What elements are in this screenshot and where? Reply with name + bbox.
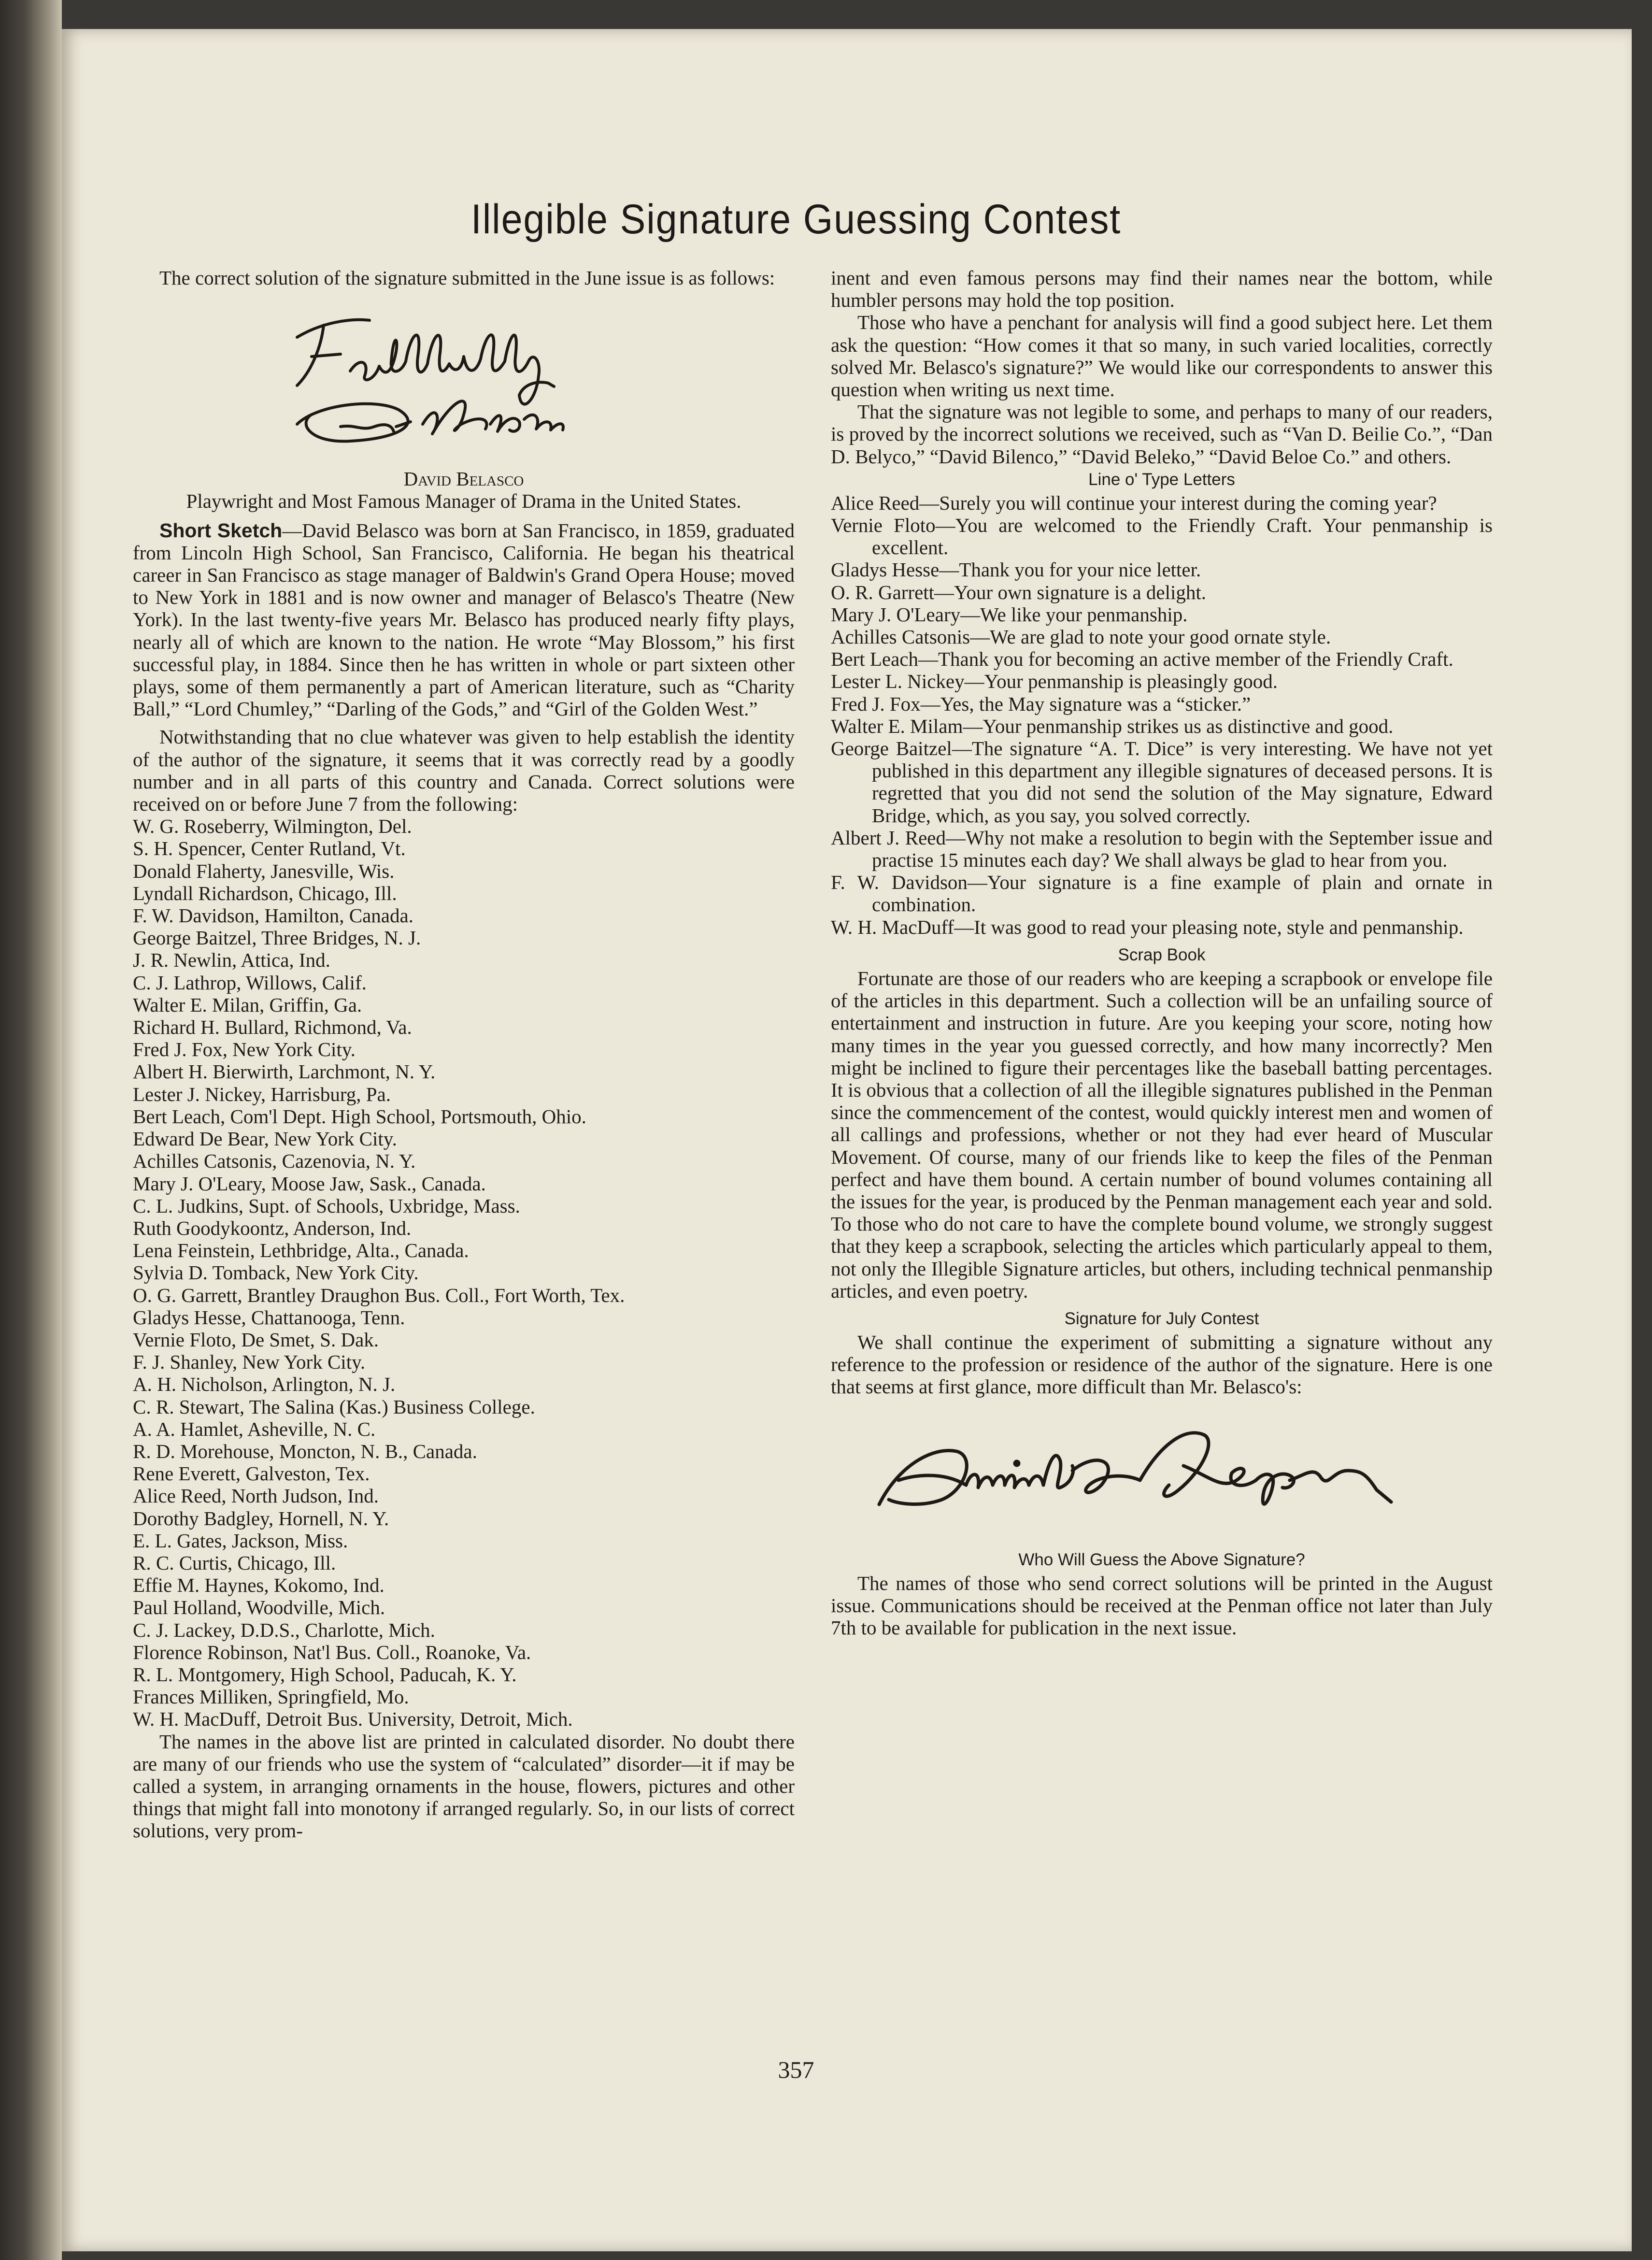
letter-reply-item: George Baitzel—The signature “A. T. Dice” is very interesting. We have not yet published in this department any illegible signatures of deceased persons. It is regretted that you did not send the solution of the May signature, Edward Bridge, which, as you say, you solved correctly. xyxy=(831,737,1493,827)
solver-list-item: R. L. Montgomery, High School, Paducah, K. Y. xyxy=(133,1663,517,1686)
solver-list-item: R. C. Curtis, Chicago, Ill. xyxy=(133,1551,336,1574)
solver-list-item: Lyndall Richardson, Chicago, Ill. xyxy=(133,882,397,904)
july-contest-signature-image xyxy=(869,1417,1430,1529)
letter-reply-item: Alice Reed—Surely you will continue your interest during the coming year? xyxy=(831,491,1437,514)
book-spine xyxy=(0,0,62,2260)
solver-list-item: Fred J. Fox, New York City. xyxy=(133,1038,356,1061)
solver-list-item: Alice Reed, North Judson, Ind. xyxy=(133,1485,379,1507)
short-sketch-text: —David Belasco was born at San Francisco, in 1859, graduated from Lincoln High School, San Francisco, California. He began his theatrical career in San Francisco as stage manager of Baldwin's Grand Opera House; moved to New York in 1881 and is now owner and manager of Belasco's Theatre (New York). In the last twenty-five years Mr. Belasco has produced nearly fifty plays, nearly all of which are known to the nation. He wrote “May Blossom,” his first successful play, in 1884. Since then he has written in whole or part sixteen other plays, some of them permanently a part of American literature, such as “Charity Ball,” “Lord Chumley,” “Darling of the Gods,” and “Girl of the Golden West.” xyxy=(133,519,795,720)
solver-list-item: A. H. Nicholson, Arlington, N. J. xyxy=(133,1373,396,1396)
guess-paragraph: The names of those who send correct solutions will be printed in the August issue. Communications should be received at the Penman office not later than July 7th to be available for publication in the next issue. xyxy=(831,1572,1493,1639)
letters-list xyxy=(831,492,1493,938)
signature-caption-name: David Belasco xyxy=(403,468,524,490)
letter-reply-item: Mary J. O'Leary—We like your penmanship. xyxy=(831,603,1188,626)
belasco-signature-image xyxy=(278,303,674,463)
solver-list-item: Lena Feinstein, Lethbridge, Alta., Canada. xyxy=(133,1239,469,1262)
solver-list-item: W. H. MacDuff, Detroit Bus. University, Detroit, Mich. xyxy=(133,1708,573,1731)
july-contest-paragraph: We shall continue the experiment of submitting a signature without any reference to the profession or residence of the author of the signature. Here is one that seems at first glance, more difficult than Mr. Belasco's: xyxy=(831,1330,1493,1398)
solver-list-item: Vernie Floto, De Smet, S. Dak. xyxy=(133,1328,379,1351)
letter-reply-item: W. H. MacDuff—It was good to read your pleasing note, style and penmanship. xyxy=(831,915,1464,938)
incorrect-solutions-paragraph: That the signature was not legible to some, and perhaps to many of our readers, is proved by the incorrect solutions we received, such as “Van D. Beilie Co.”, “Dan D. Belyco,” “David Bilenco,” “David Beleko,” “David Beloe Co.” and others. xyxy=(831,401,1493,468)
signature-caption-description: Playwright and Most Famous Manager of Drama in the United States. xyxy=(186,490,741,513)
letter-reply-item: O. R. Garrett—Your own signature is a delight. xyxy=(831,581,1207,603)
letter-reply-item: Walter E. Milam—Your penmanship strikes us as distinctive and good. xyxy=(831,715,1394,737)
letter-reply-item: F. W. Davidson—Your signature is a fine example of plain and ornate in combination. xyxy=(831,871,1493,916)
solver-list-item: A. A. Hamlet, Asheville, N. C. xyxy=(133,1417,376,1440)
solver-list-item: Effie M. Haynes, Kokomo, Ind. xyxy=(133,1574,385,1597)
solver-list-item: Florence Robinson, Nat'l Bus. Coll., Roanoke, Va. xyxy=(133,1641,531,1663)
solver-list-item: Donald Flaherty, Janesville, Wis. xyxy=(133,859,395,882)
solver-list-item: Lester J. Nickey, Harrisburg, Pa. xyxy=(133,1083,391,1105)
letter-reply-item: Fred J. Fox—Yes, the May signature was a “sticker.” xyxy=(831,692,1251,715)
page-title: Illegible Signature Guessing Contest xyxy=(470,196,1122,243)
letter-reply-item: Albert J. Reed—Why not make a resolution to begin with the September issue and practise 15 minutes each day? We shall always be glad to hear from you. xyxy=(831,826,1493,872)
solver-list-item: C. R. Stewart, The Salina (Kas.) Business College. xyxy=(133,1395,535,1418)
solver-list-item: F. J. Shanley, New York City. xyxy=(133,1351,366,1373)
scrap-book-heading: Scrap Book xyxy=(1118,945,1206,964)
solver-list-item: Mary J. O'Leary, Moose Jaw, Sask., Canada. xyxy=(133,1172,486,1195)
solver-list-item: Paul Holland, Woodville, Mich. xyxy=(133,1596,385,1619)
solver-list-item: Edward De Bear, New York City. xyxy=(133,1128,397,1150)
letter-reply-item: Vernie Floto—You are welcomed to the Friendly Craft. Your penmanship is excellent. xyxy=(831,514,1493,559)
continuation-paragraph: inent and even famous persons may find their names near the bottom, while humbler persons may hold the top position. xyxy=(831,267,1493,312)
correct-solvers-list xyxy=(133,815,795,1730)
calculated-disorder-paragraph: The names in the above list are printed in calculated disorder. No doubt there are many of our friends who use the system of “calculated” disorder—it if may be called a system, in arranging ornaments in the house, flowers, pictures and other things that might fall into monotony if arranged regularly. So, in our lists of correct solutions, very prom- xyxy=(133,1730,795,1842)
solver-list-item: Rene Everett, Galveston, Tex. xyxy=(133,1462,370,1485)
solver-list-item: Ruth Goodykoontz, Anderson, Ind. xyxy=(133,1216,412,1239)
solver-list-item: Frances Milliken, Springfield, Mo. xyxy=(133,1686,409,1708)
solver-list-item: W. G. Roseberry, Wilmington, Del. xyxy=(133,815,412,838)
solver-list-item: Achilles Catsonis, Cazenovia, N. Y. xyxy=(133,1150,416,1173)
solver-list-item: Walter E. Milan, Griffin, Ga. xyxy=(133,993,362,1016)
solver-list-item: Dorothy Badgley, Hornell, N. Y. xyxy=(133,1507,389,1530)
solver-list-item: Gladys Hesse, Chattanooga, Tenn. xyxy=(133,1306,405,1329)
solver-list-item: F. W. Davidson, Hamilton, Canada. xyxy=(133,904,413,927)
letter-reply-item: Bert Leach—Thank you for becoming an active member of the Friendly Craft. xyxy=(831,648,1453,671)
solver-list-item: Albert H. Bierwirth, Larchmont, N. Y. xyxy=(133,1060,436,1083)
solver-list-item: C. L. Judkins, Supt. of Schools, Uxbridge, Mass. xyxy=(133,1194,520,1217)
july-contest-heading: Signature for July Contest xyxy=(1064,1309,1259,1328)
solver-list-item: Bert Leach, Com'l Dept. High School, Portsmouth, Ohio. xyxy=(133,1105,586,1128)
solver-list-item: Richard H. Bullard, Richmond, Va. xyxy=(133,1016,412,1039)
solver-list-item: S. H. Spencer, Center Rutland, Vt. xyxy=(133,837,406,860)
solver-list-item: E. L. Gates, Jackson, Miss. xyxy=(133,1529,348,1552)
solver-list-item: R. D. Morehouse, Moncton, N. B., Canada. xyxy=(133,1440,477,1462)
right-column xyxy=(831,267,1493,1639)
page-number: 357 xyxy=(778,2056,814,2083)
guess-heading: Who Will Guess the Above Signature? xyxy=(1018,1550,1305,1569)
notwithstanding-paragraph: Notwithstanding that no clue whatever was given to help establish the identity of the author of the signature, it seems that it was correctly read by a goodly number and in all parts of this country and Canada. Correct solutions were received on or before June 7 from the following: xyxy=(133,726,795,815)
letter-reply-item: Gladys Hesse—Thank you for your nice letter. xyxy=(831,558,1201,581)
solver-list-item: C. J. Lathrop, Willows, Calif. xyxy=(133,971,367,994)
short-sketch-paragraph xyxy=(133,519,795,720)
solver-list-item: Sylvia D. Tomback, New York City. xyxy=(133,1261,419,1284)
letter-reply-item: Lester L. Nickey—Your penmanship is pleasingly good. xyxy=(831,670,1278,693)
solver-list-item: C. J. Lackey, D.D.S., Charlotte, Mich. xyxy=(133,1618,435,1641)
letters-heading: Line o' Type Letters xyxy=(1088,470,1235,489)
letter-reply-item: Achilles Catsonis—We are glad to note your good ornate style. xyxy=(831,626,1331,648)
solver-list-item: J. R. Newlin, Attica, Ind. xyxy=(133,949,330,972)
intro-paragraph: The correct solution of the signature submitted in the June issue is as follows: xyxy=(159,267,775,289)
analysis-paragraph: Those who have a penchant for analysis will find a good subject here. Let them ask the question: “How comes it that so many, in such varied localities, correctly solved Mr. Belasco's signature?” We would like our correspondents to answer this question when writing us next time. xyxy=(831,311,1493,401)
left-column xyxy=(133,267,795,1842)
scrap-book-paragraph: Fortunate are those of our readers who are keeping a scrapbook or envelope file of the articles in this department. Such a collection will be an unfailing source of entertainment and instruction in future. Are you keeping your score, noting how many times in the year you guessed correctly, and how many incorrectly? Men might be inclined to figure their percentages like the baseball batting percentages. It is obvious that a collection of all the illegible signatures published in the Penman since the commencement of the contest, would quickly interest men and women of all callings and professions, whether or not they had ever heard of Muscular Movement. Of course, many of our friends like to keep the files of the Penman perfect and have them bound. A certain number of bound volumes containing all the issues for the year, is produced by the Penman management each year and sold. To those who do not care to have the complete bound volume, we strongly suggest that they keep a scrapbook, selecting the articles which particularly appeal to them, not only the Illegible Signature articles, but others, including technical penmanship articles, and even poetry. xyxy=(831,967,1493,1302)
solver-list-item: George Baitzel, Three Bridges, N. J. xyxy=(133,927,421,949)
short-sketch-label: Short Sketch xyxy=(159,519,283,542)
solver-list-item: O. G. Garrett, Brantley Draughon Bus. Coll., Fort Worth, Tex. xyxy=(133,1284,625,1306)
